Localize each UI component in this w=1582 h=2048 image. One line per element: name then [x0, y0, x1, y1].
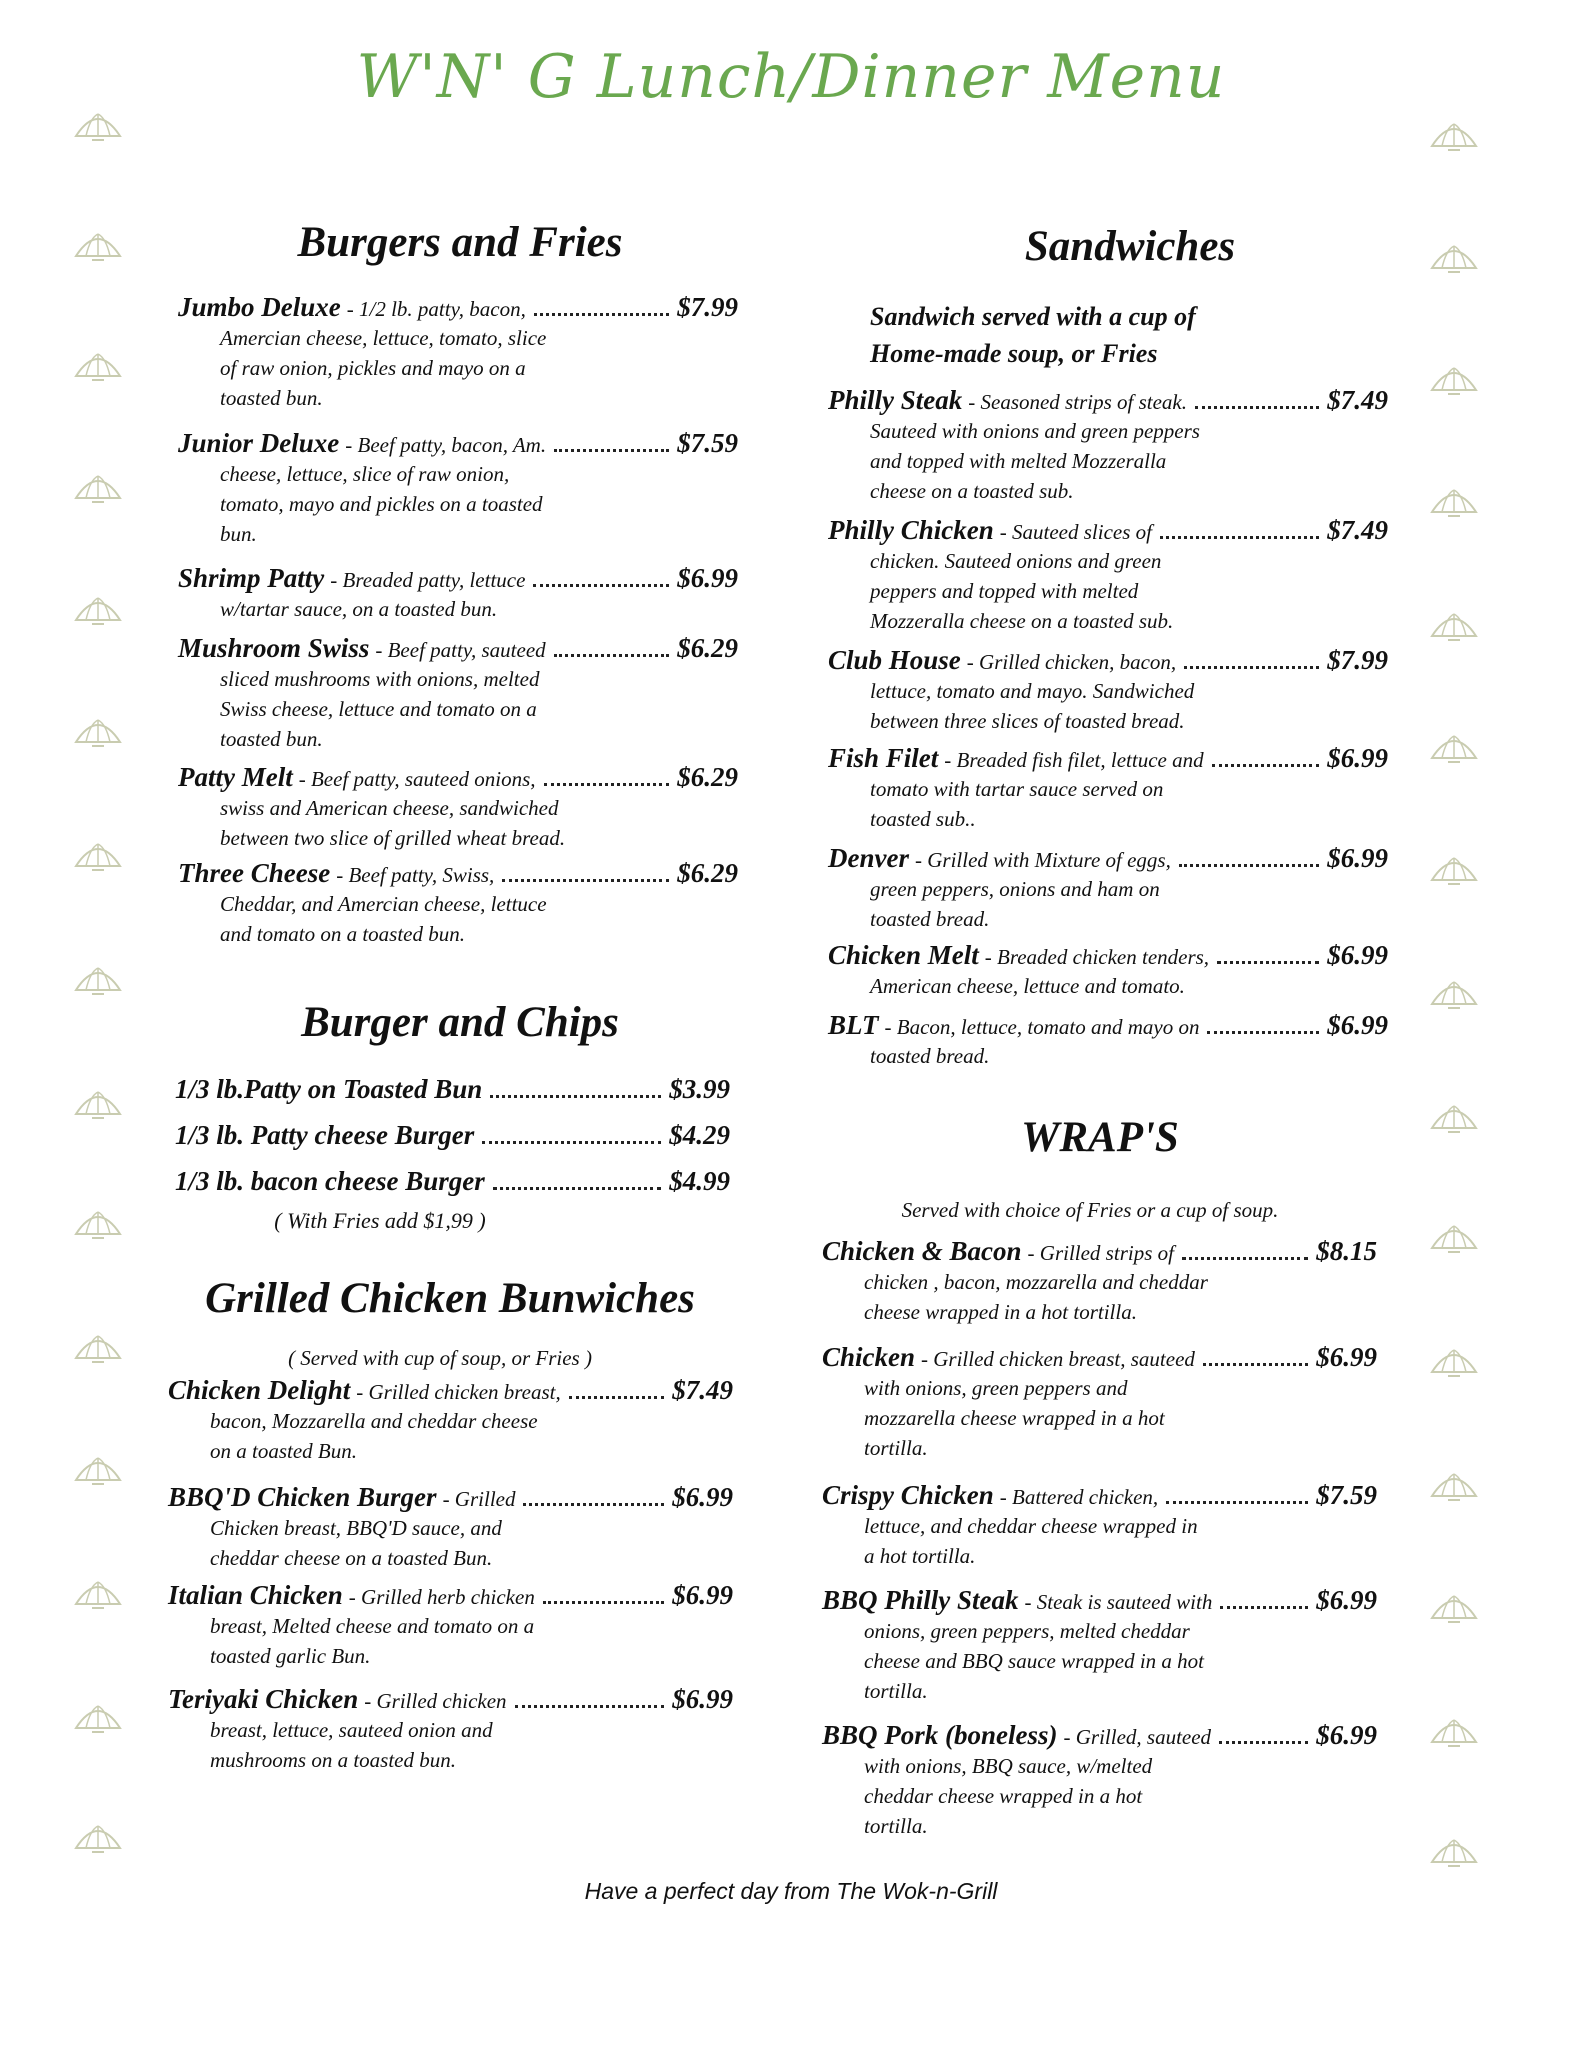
menu-item-price: $6.99: [1316, 1585, 1377, 1615]
menu-item-description-start: - Grilled chicken breast,: [356, 1380, 561, 1404]
menu-item: [178, 292, 738, 413]
menu-item-name: 1/3 lb.Patty on Toasted Bun: [175, 1074, 483, 1104]
shell-icon: [1428, 608, 1480, 642]
menu-item: [828, 645, 1388, 736]
menu-item-header: [822, 1342, 1377, 1373]
menu-item-description-line: bun.: [220, 522, 257, 546]
menu-item-price: $7.59: [1316, 1480, 1377, 1510]
shell-icon: [72, 1086, 124, 1120]
menu-item-name: 1/3 lb. Patty cheese Burger: [175, 1120, 475, 1150]
menu-item: [168, 1684, 733, 1775]
menu-item: [178, 762, 738, 853]
menu-item-description-line: between two slice of grilled wheat bread.: [220, 826, 566, 850]
menu-item-name: Three Cheese: [178, 858, 331, 888]
dot-leader: [533, 584, 669, 587]
menu-item-description-line: tortilla.: [864, 1436, 928, 1460]
menu-item: [822, 1480, 1377, 1571]
shell-icon: [1428, 1714, 1480, 1748]
shell-icon: [1428, 362, 1480, 396]
shell-icon: [1428, 730, 1480, 764]
menu-item-price: $7.99: [677, 292, 738, 322]
menu-item-price: $6.99: [677, 563, 738, 593]
section-title-wraps: WRAP'S: [1021, 1114, 1179, 1161]
menu-item-price: $6.29: [677, 762, 738, 792]
shell-icon: [1428, 1834, 1480, 1868]
menu-item-name: Jumbo Deluxe: [178, 292, 341, 322]
dot-leader: [1219, 1741, 1308, 1744]
menu-item-description-start: - Beef patty, Swiss,: [336, 863, 495, 887]
menu-item-description-line: cheese on a toasted sub.: [870, 479, 1074, 503]
menu-item-description-line: Sauteed with onions and green peppers: [870, 419, 1200, 443]
menu-item-description-start: - Grilled herb chicken: [348, 1585, 535, 1609]
dot-leader: [544, 783, 670, 786]
shell-icon: [72, 228, 124, 262]
menu-item-header: [822, 1236, 1377, 1267]
menu-item-price: $6.99: [672, 1482, 733, 1512]
menu-item-description-start: - Grilled chicken, bacon,: [966, 650, 1177, 674]
menu-item-description-start: - Seasoned strips of steak.: [968, 390, 1187, 414]
dot-leader: [1166, 1501, 1308, 1504]
dot-leader: [1203, 1363, 1308, 1366]
menu-item-description-line: tortilla.: [864, 1814, 928, 1838]
shell-icon: [1428, 1220, 1480, 1254]
menu-item-description-start: - Grilled chicken breast, sauteed: [921, 1347, 1195, 1371]
menu-item-price: $4.99: [669, 1166, 730, 1196]
sandwiches-note-line: Sandwich served with a cup of: [870, 302, 1196, 331]
menu-item-name: BBQ Pork (boneless): [822, 1720, 1058, 1750]
shell-icon: [1428, 1590, 1480, 1624]
menu-item-price: $6.29: [677, 633, 738, 663]
menu-item-header: [178, 292, 738, 323]
shell-icon: [1428, 1468, 1480, 1502]
menu-item-description-line: w/tartar sauce, on a toasted bun.: [220, 597, 498, 621]
dot-leader: [554, 654, 670, 657]
menu-item-description-line: swiss and American cheese, sandwiched: [220, 796, 559, 820]
menu-item: [178, 858, 738, 949]
menu-item-header: [822, 1585, 1377, 1616]
section-title-bunwiches: Grilled Chicken Bunwiches: [205, 1275, 695, 1322]
menu-item-description-line: toasted sub..: [870, 807, 976, 831]
menu-item: [822, 1342, 1377, 1463]
menu-item-description-start: - Breaded fish filet, lettuce and: [944, 748, 1204, 772]
menu-item-header: [828, 645, 1388, 676]
menu-item-description-start: - Beef patty, bacon, Am.: [345, 433, 547, 457]
menu-item-name: Crispy Chicken: [822, 1480, 994, 1510]
menu-item-price: $6.99: [1327, 843, 1388, 873]
shell-icon: [1428, 1344, 1480, 1378]
menu-item-header: [178, 563, 738, 594]
menu-item-description-line: and topped with melted Mozzeralla: [870, 449, 1167, 473]
menu-item-name: BBQ Philly Steak: [822, 1585, 1019, 1615]
menu-item-description-line: onions, green peppers, melted cheddar: [864, 1619, 1190, 1643]
wraps-note: Served with choice of Fries or a cup of soup.: [901, 1198, 1279, 1222]
menu-item-price: $6.99: [1316, 1342, 1377, 1372]
dot-leader: [554, 449, 669, 452]
menu-item-price: $6.99: [1327, 1010, 1388, 1040]
menu-item: [822, 1236, 1377, 1327]
menu-item-name: BLT: [828, 1010, 879, 1040]
menu-item-price: $3.99: [669, 1074, 730, 1104]
menu-item-description-start: - Breaded patty, lettuce: [330, 568, 526, 592]
dot-leader: [1212, 764, 1320, 767]
shell-icon: [72, 470, 124, 504]
dot-leader: [515, 1705, 665, 1708]
shell-icon: [1428, 852, 1480, 886]
menu-item-price: $8.15: [1316, 1236, 1377, 1266]
shell-icon: [1428, 1100, 1480, 1134]
menu-item-header: [828, 1010, 1388, 1041]
menu-item-description-line: and tomato on a toasted bun.: [220, 922, 465, 946]
menu-item-header: [822, 1480, 1377, 1511]
menu-item-price: $7.99: [1327, 645, 1388, 675]
menu-item-description-line: Mozzeralla cheese on a toasted sub.: [870, 609, 1174, 633]
menu-item-name: BBQ'D Chicken Burger: [168, 1482, 437, 1512]
menu-item-description-line: cheese wrapped in a hot tortilla.: [864, 1300, 1137, 1324]
menu-item-name: Patty Melt: [178, 762, 293, 792]
menu-item-price: $7.49: [1327, 385, 1388, 415]
menu-item-name: Junior Deluxe: [178, 428, 340, 458]
menu-item-description-line: bacon, Mozzarella and cheddar cheese: [210, 1409, 538, 1433]
menu-item-description-line: Swiss cheese, lettuce and tomato on a: [220, 697, 537, 721]
menu-item-description-start: - Beef patty, sauteed: [375, 638, 546, 662]
menu-item-name: Mushroom Swiss: [178, 633, 370, 663]
dot-leader: [502, 879, 669, 882]
section-title-burger-chips: Burger and Chips: [301, 999, 619, 1046]
dot-leader: [1184, 666, 1319, 669]
menu-item-description-line: green peppers, onions and ham on: [870, 877, 1160, 901]
menu-item-price: $6.99: [1327, 940, 1388, 970]
menu-item-description-line: with onions, BBQ sauce, w/melted: [864, 1754, 1153, 1778]
menu-item: [828, 1010, 1388, 1071]
menu-item-description-line: mozzarella cheese wrapped in a hot: [864, 1406, 1165, 1430]
menu-item: [828, 843, 1388, 934]
shell-icon: [72, 1820, 124, 1854]
shell-icon: [72, 592, 124, 626]
dot-leader: [1217, 961, 1319, 964]
burger-chips-note: ( With Fries add $1,99 ): [274, 1208, 486, 1233]
menu-item-name: Italian Chicken: [168, 1580, 343, 1610]
menu-item-description-line: sliced mushrooms with onions, melted: [220, 667, 540, 691]
menu-item-header: [828, 515, 1388, 546]
shell-icon: [72, 962, 124, 996]
menu-item: [175, 1074, 730, 1105]
menu-item-header: [822, 1720, 1377, 1751]
menu-item-name: Chicken Delight: [168, 1375, 351, 1405]
menu-item-description-line: tortilla.: [864, 1679, 928, 1703]
shell-icon: [72, 838, 124, 872]
menu-item-description-line: lettuce, and cheddar cheese wrapped in: [864, 1514, 1198, 1538]
menu-item-header: [178, 858, 738, 889]
dot-leader: [1160, 536, 1319, 539]
menu-item-description-start: - Grilled strips of: [1027, 1241, 1174, 1265]
menu-item-description-line: cheese and BBQ sauce wrapped in a hot: [864, 1649, 1205, 1673]
dot-leader: [1195, 406, 1319, 409]
menu-item-description-line: cheddar cheese on a toasted Bun.: [210, 1546, 493, 1570]
sandwiches-note-line: Home-made soup, or Fries: [870, 339, 1158, 368]
menu-item-name: Chicken Melt: [828, 940, 979, 970]
dot-leader: [543, 1601, 664, 1604]
dot-leader: [490, 1095, 661, 1098]
menu-item: [175, 1120, 730, 1151]
menu-item-price: $6.99: [1316, 1720, 1377, 1750]
menu-item: [178, 428, 738, 549]
menu-item: [168, 1482, 733, 1573]
menu-item-description-line: toasted bun.: [220, 386, 323, 410]
menu-item: [178, 563, 738, 624]
menu-item-description-start: - Grilled with Mixture of eggs,: [914, 848, 1171, 872]
shell-icon: [1428, 118, 1480, 152]
menu-item-description-line: cheese, lettuce, slice of raw onion,: [220, 462, 510, 486]
menu-item-header: [178, 428, 738, 459]
shell-icon: [72, 1576, 124, 1610]
menu-item-header: [178, 633, 738, 664]
menu-item-header: [168, 1684, 733, 1715]
dot-leader: [1207, 1031, 1319, 1034]
menu-item-description-line: toasted bun.: [220, 727, 323, 751]
section-title-sandwiches: Sandwiches: [1024, 223, 1236, 270]
shell-icon: [72, 714, 124, 748]
menu-item-name: Fish Filet: [828, 743, 939, 773]
shell-icon: [72, 108, 124, 142]
menu-item-description-line: with onions, green peppers and: [864, 1376, 1128, 1400]
menu-item-description-line: of raw onion, pickles and mayo on a: [220, 356, 526, 380]
menu-item-price: $7.49: [672, 1375, 733, 1405]
menu-item-header: [178, 762, 738, 793]
shell-icon: [72, 348, 124, 382]
menu-item: [828, 940, 1388, 1001]
menu-item-description-line: tomato with tartar sauce served on: [870, 777, 1164, 801]
menu-item-description-line: breast, lettuce, sauteed onion and: [210, 1718, 493, 1742]
menu-item: [822, 1720, 1377, 1841]
menu-item-name: Chicken & Bacon: [822, 1236, 1022, 1266]
menu-item-price: $6.99: [1327, 743, 1388, 773]
menu-item-description-line: American cheese, lettuce and tomato.: [870, 974, 1185, 998]
menu-item: [168, 1375, 733, 1466]
menu-item-description-line: toasted bread.: [870, 1044, 990, 1068]
menu-item: [175, 1166, 730, 1197]
menu-item: [828, 385, 1388, 506]
menu-item-description-start: - 1/2 lb. patty, bacon,: [346, 297, 526, 321]
menu-item-description-line: toasted garlic Bun.: [210, 1644, 371, 1668]
menu-item: [178, 633, 738, 754]
dot-leader: [523, 1503, 664, 1506]
menu-item-description-line: toasted bread.: [870, 907, 990, 931]
menu-item-header: [828, 743, 1388, 774]
menu-item-description-start: - Beef patty, sauteed onions,: [298, 767, 536, 791]
shell-icon: [72, 1700, 124, 1734]
footer-message: Have a perfect day from The Wok-n-Grill: [584, 1878, 998, 1904]
menu-item-description-line: breast, Melted cheese and tomato on a: [210, 1614, 535, 1638]
menu-item-description-line: a hot tortilla.: [864, 1544, 976, 1568]
shell-icon: [1428, 976, 1480, 1010]
menu-item-header: [168, 1580, 733, 1611]
menu-item-description-line: Amercian cheese, lettuce, tomato, slice: [220, 326, 547, 350]
menu-item-header: [828, 940, 1388, 971]
menu-item-description-start: - Battered chicken,: [999, 1485, 1159, 1509]
shell-icon: [72, 1452, 124, 1486]
bunwiches-note: ( Served with cup of soup, or Fries ): [288, 1346, 592, 1370]
menu-item-header: [168, 1375, 733, 1406]
menu-item-name: Teriyaki Chicken: [168, 1684, 359, 1714]
menu-item-header: [828, 843, 1388, 874]
menu-item: [828, 743, 1388, 834]
dot-leader: [569, 1396, 664, 1399]
menu-item: [168, 1580, 733, 1671]
menu-item-header: [828, 385, 1388, 416]
menu-item-name: Chicken: [822, 1342, 916, 1372]
menu-item-description-line: chicken , bacon, mozzarella and cheddar: [864, 1270, 1208, 1294]
menu-item-price: $6.99: [672, 1580, 733, 1610]
menu-item-description-line: on a toasted Bun.: [210, 1439, 357, 1463]
menu-item-description-line: chicken. Sauteed onions and green: [870, 549, 1162, 573]
menu-item-description-line: mushrooms on a toasted bun.: [210, 1748, 456, 1772]
menu-item-name: Philly Chicken: [828, 515, 994, 545]
menu-item-description-line: Chicken breast, BBQ'D sauce, and: [210, 1516, 502, 1540]
menu-item-description-start: - Grilled: [442, 1487, 516, 1511]
menu-item-description-line: tomato, mayo and pickles on a toasted: [220, 492, 543, 516]
menu-item-description-line: Cheddar, and Amercian cheese, lettuce: [220, 892, 547, 916]
menu-item-price: $6.29: [677, 858, 738, 888]
menu-item-name: Club House: [828, 645, 961, 675]
dot-leader: [1179, 864, 1319, 867]
menu-item: [828, 515, 1388, 636]
shell-icon: [72, 1206, 124, 1240]
menu-title: W'N' G Lunch/Dinner Menu: [356, 42, 1226, 112]
menu-item-price: $7.59: [677, 428, 738, 458]
menu-item-description-start: - Breaded chicken tenders,: [984, 945, 1210, 969]
menu-item: [822, 1585, 1377, 1706]
section-title-burgers-fries: Burgers and Fries: [297, 219, 623, 266]
menu-item-price: $6.99: [672, 1684, 733, 1714]
menu-item-description-start: - Steak is sauteed with: [1024, 1590, 1213, 1614]
dot-leader: [1220, 1606, 1308, 1609]
shell-icon: [1428, 484, 1480, 518]
sandwiches-note: [870, 298, 1330, 372]
menu-item-description-line: between three slices of toasted bread.: [870, 709, 1185, 733]
menu-item-description-line: cheddar cheese wrapped in a hot: [864, 1784, 1143, 1808]
dot-leader: [482, 1141, 661, 1144]
dot-leader: [493, 1187, 662, 1190]
dot-leader: [534, 313, 669, 316]
dot-leader: [1182, 1257, 1308, 1260]
shell-icon: [1428, 240, 1480, 274]
menu-item-name: 1/3 lb. bacon cheese Burger: [175, 1166, 485, 1196]
menu-item-description-start: - Grilled chicken: [364, 1689, 507, 1713]
menu-item-description-start: - Sauteed slices of: [999, 520, 1152, 544]
menu-item-description-start: - Bacon, lettuce, tomato and mayo on: [884, 1015, 1200, 1039]
menu-item-price: $4.29: [669, 1120, 730, 1150]
menu-item-description-line: lettuce, tomato and mayo. Sandwiched: [870, 679, 1195, 703]
menu-item-name: Philly Steak: [828, 385, 963, 415]
shell-icon: [72, 1330, 124, 1364]
menu-item-description-start: - Grilled, sauteed: [1063, 1725, 1212, 1749]
menu-item-header: [168, 1482, 733, 1513]
menu-item-price: $7.49: [1327, 515, 1388, 545]
menu-item-name: Shrimp Patty: [178, 563, 325, 593]
menu-item-name: Denver: [828, 843, 909, 873]
menu-item-description-line: peppers and topped with melted: [870, 579, 1139, 603]
